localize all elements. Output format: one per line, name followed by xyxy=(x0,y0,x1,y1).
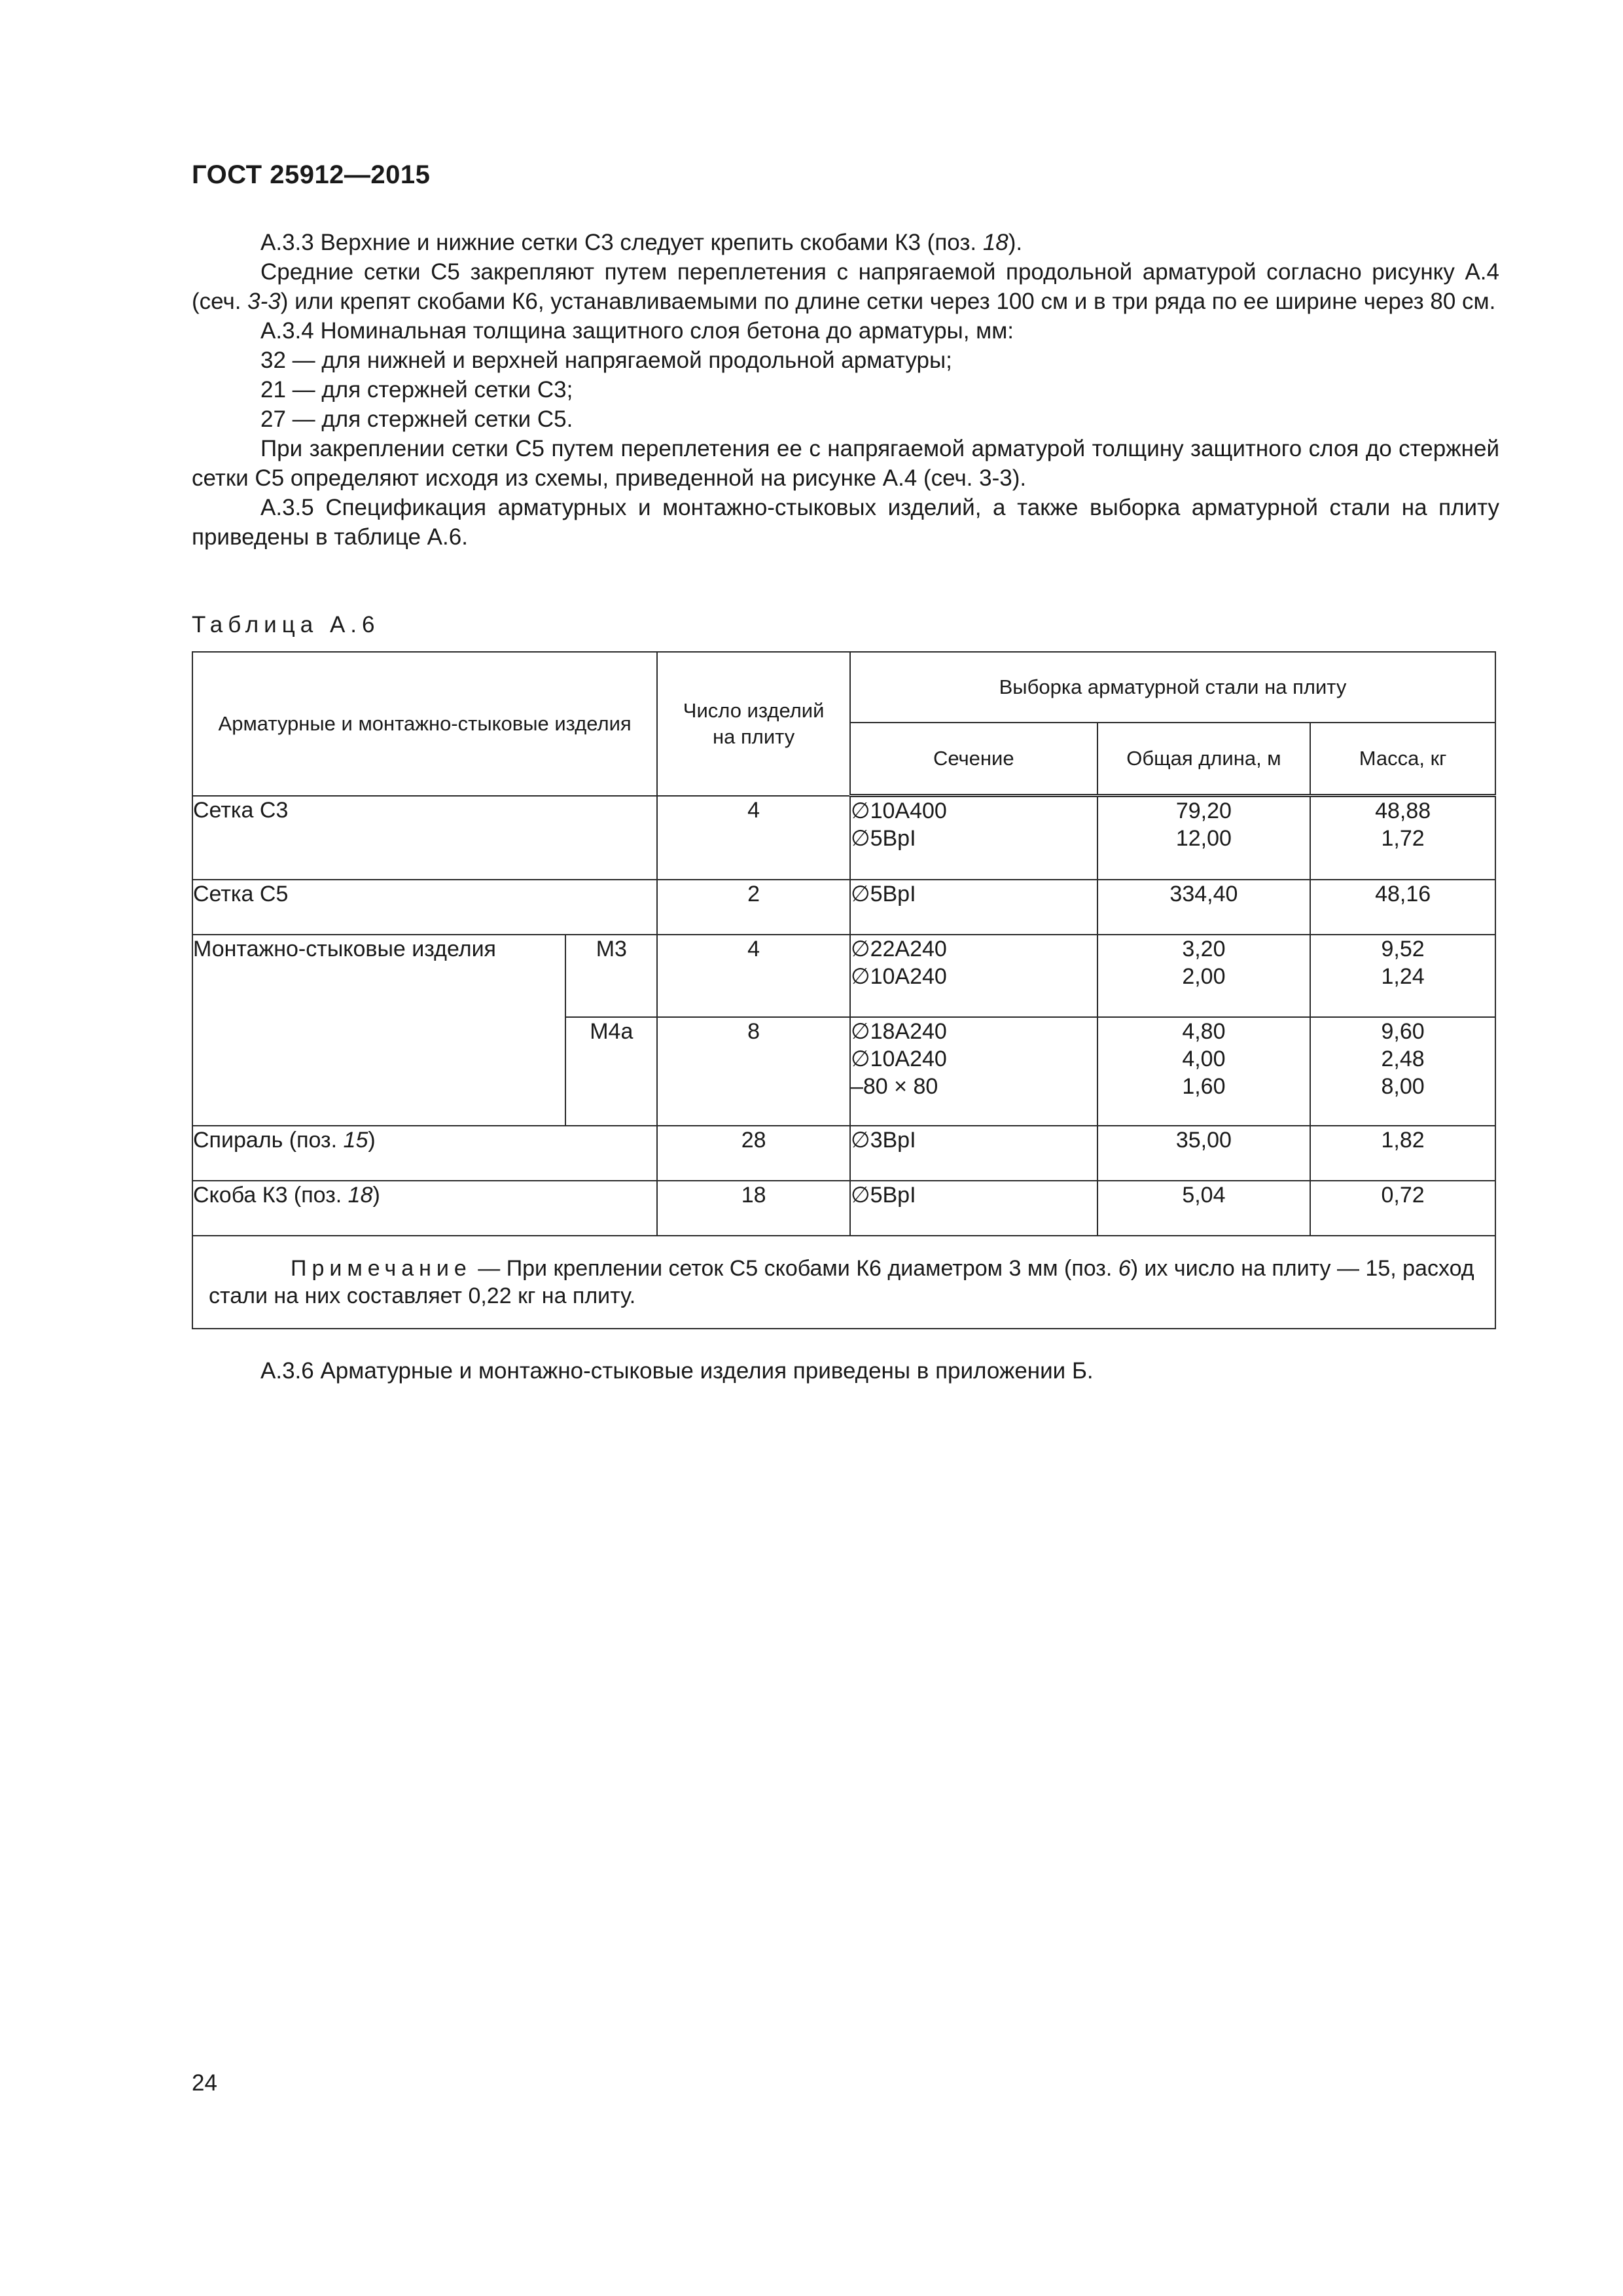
table-row xyxy=(192,796,1495,880)
cell-mass: 9,52 1,24 xyxy=(1310,935,1495,1017)
header-section: Сечение xyxy=(850,723,1097,796)
paragraph-a35: А.3.5 Спецификация арматурных и монтажно-стыковых изделий, а также выборка арматурной стали на плиту приведены в таблице А.6. xyxy=(192,495,1499,550)
cell-mass: 1,82 xyxy=(1310,1126,1495,1181)
cell-section: ∅5ВрI xyxy=(850,880,1097,935)
cell-length: 35,00 xyxy=(1097,1126,1311,1181)
cell-section: ∅22А240 ∅10А240 xyxy=(850,935,1097,1017)
document-header: ГОСТ 25912—2015 xyxy=(192,160,431,189)
paragraph-a33: А.3.3 Верхние и нижние сетки С3 следует крепить скобами К3 (поз. 18). xyxy=(260,230,1023,255)
cell-count: 4 xyxy=(657,935,850,1017)
table-row xyxy=(192,1181,1495,1236)
cell-subtype: М3 xyxy=(565,935,657,1017)
body-text xyxy=(192,228,1499,552)
cell-length: 4,80 4,00 1,60 xyxy=(1097,1017,1311,1126)
cell-subtype: М4а xyxy=(565,1017,657,1126)
list-item-32: 32 — для нижней и верхней напрягаемой продольной арматуры; xyxy=(260,348,952,373)
paragraph-cover-note: При закреплении сетки С5 путем переплетения ее с напрягаемой арматурой толщину защитного слоя до стержней сетки С5 определяют исходя из схемы, приведенной на рисунке А.4 (сеч. 3-3). xyxy=(192,436,1499,491)
cell-length: 5,04 xyxy=(1097,1181,1311,1236)
table-row xyxy=(192,935,1495,1017)
cell-mass: 9,60 2,48 8,00 xyxy=(1310,1017,1495,1126)
header-length: Общая длина, м xyxy=(1097,723,1311,796)
cell-count: 8 xyxy=(657,1017,850,1126)
specification-table xyxy=(192,651,1496,1329)
cell-length: 79,20 12,00 xyxy=(1097,796,1311,880)
cell-mass: 0,72 xyxy=(1310,1181,1495,1236)
page-number: 24 xyxy=(192,2070,217,2096)
note-label: Примечание xyxy=(291,1255,472,1281)
cell-count: 2 xyxy=(657,880,850,935)
cell-section: ∅10А400 ∅5ВрI xyxy=(850,796,1097,880)
cell-name: Сетка С5 xyxy=(192,880,657,935)
cell-section: ∅3ВрI xyxy=(850,1126,1097,1181)
paragraph-a36: А.3.6 Арматурные и монтажно-стыковые изделия приведены в приложении Б. xyxy=(260,1358,1094,1384)
table-note-row xyxy=(192,1236,1495,1329)
header-mass: Масса, кг xyxy=(1310,723,1495,796)
header-items: Арматурные и монтажно-стыковые изделия xyxy=(192,652,657,796)
table-row xyxy=(192,1126,1495,1181)
cell-name: Сетка С3 xyxy=(192,796,657,880)
header-steel: Выборка арматурной стали на плиту xyxy=(850,652,1495,723)
paragraph-c5-fixing: Средние сетки С5 закрепляют путем переплетения с напрягаемой продольной арматурой согласно рисунку А.4 (сеч. 3-3) или крепят скобами К6, устанавливаемыми по длине сетки через 100 см и в три ряда по ее ширине через 80 см. xyxy=(192,259,1499,314)
paragraph-a34: А.3.4 Номинальная толщина защитного слоя бетона до арматуры, мм: xyxy=(260,318,1014,344)
cell-mass: 48,88 1,72 xyxy=(1310,796,1495,880)
header-count: Число изделий на плиту xyxy=(657,652,850,796)
list-item-27: 27 — для стержней сетки С5. xyxy=(260,406,573,432)
list-item-21: 21 — для стержней сетки С3; xyxy=(260,377,573,403)
cell-name: Скоба К3 (поз. 18) xyxy=(192,1181,657,1236)
cell-section: ∅18А240 ∅10А240 –80 × 80 xyxy=(850,1017,1097,1126)
cell-length: 3,20 2,00 xyxy=(1097,935,1311,1017)
cell-name-mont: Монтажно-стыковые изделия xyxy=(192,935,565,1126)
cell-count: 28 xyxy=(657,1126,850,1181)
cell-count: 4 xyxy=(657,796,850,880)
cell-mass: 48,16 xyxy=(1310,880,1495,935)
cell-name: Спираль (поз. 15) xyxy=(192,1126,657,1181)
cell-length: 334,40 xyxy=(1097,880,1311,935)
cell-count: 18 xyxy=(657,1181,850,1236)
cell-section: ∅5ВрI xyxy=(850,1181,1097,1236)
table-row xyxy=(192,880,1495,935)
table-note: Примечание — При креплении сеток С5 скобами К6 диаметром 3 мм (поз. 6) их число на плиту — 15, расход стали на них составляет 0,22 кг на плиту. xyxy=(192,1236,1495,1329)
table-caption: Таблица А.6 xyxy=(192,612,380,637)
